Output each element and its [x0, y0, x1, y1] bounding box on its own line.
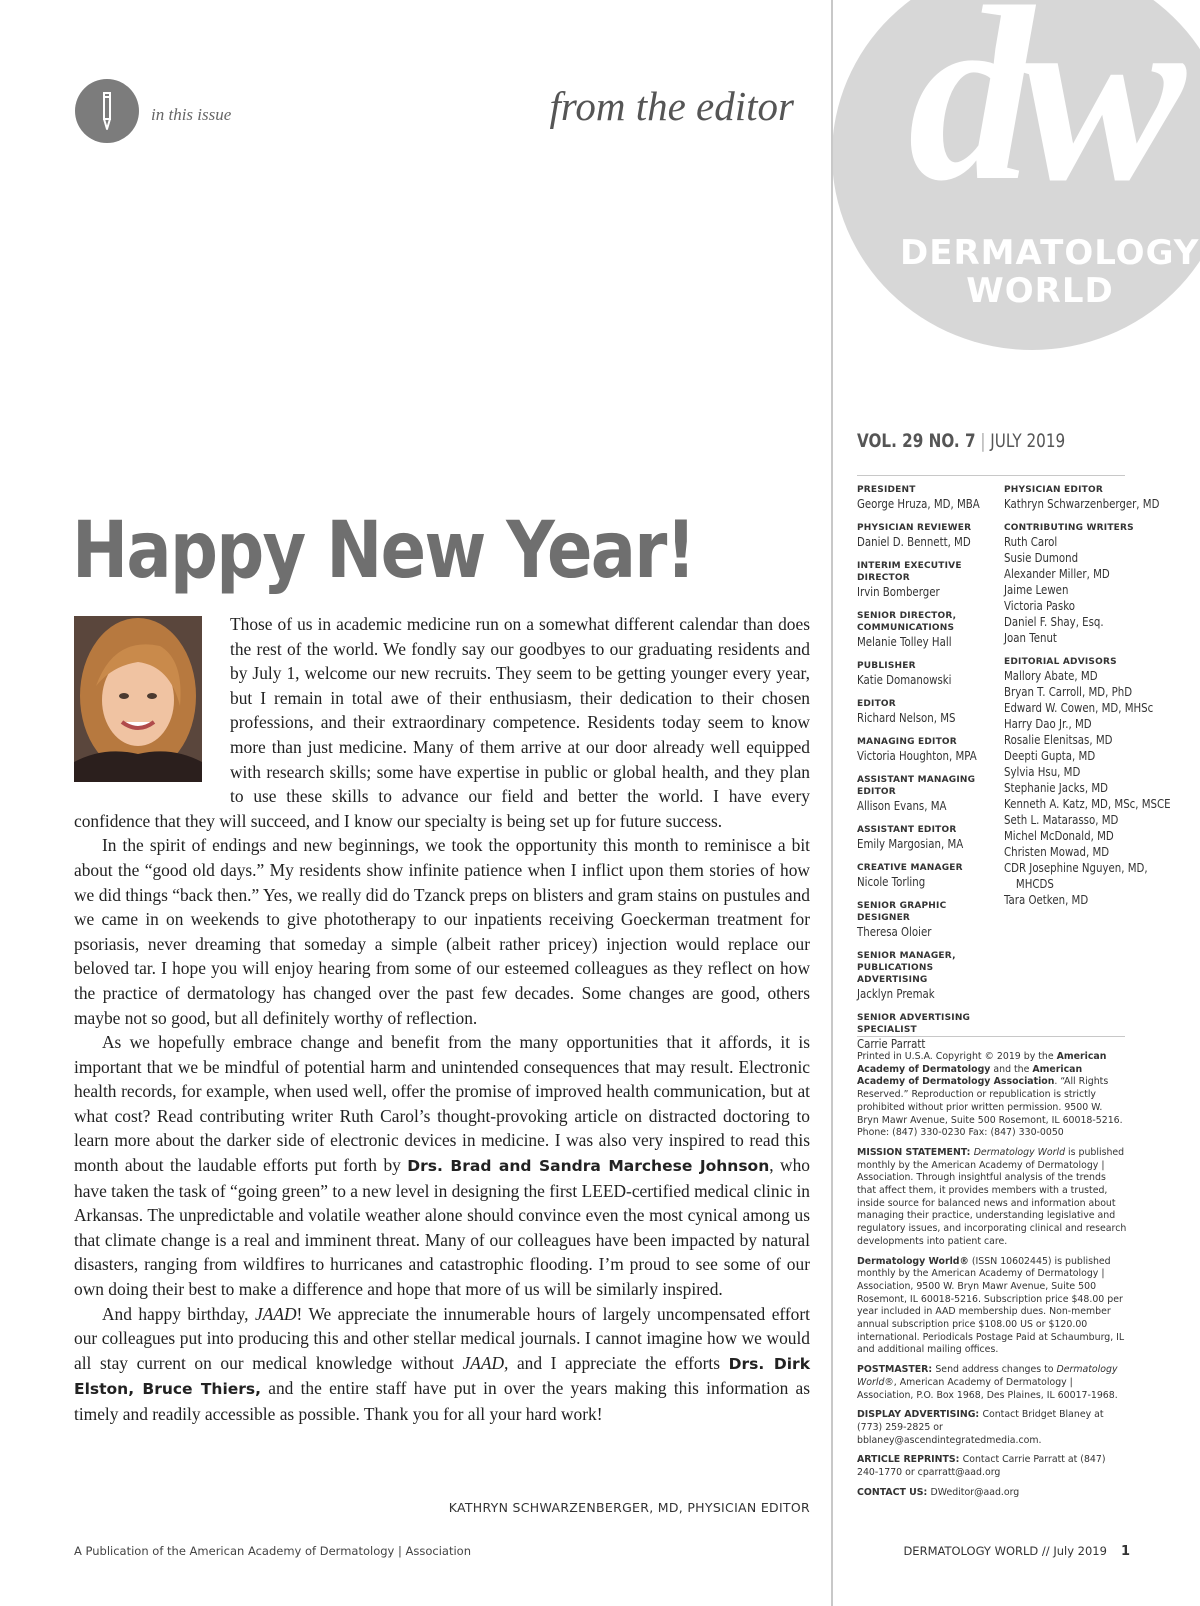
masthead-name: Joan Tenut [1004, 631, 1057, 645]
masthead-name: CDR Josephine Nguyen, MD, [1004, 861, 1148, 875]
masthead-role: SENIOR MANAGER, PUBLICATIONS ADVERTISING [857, 951, 956, 985]
emphasis-text: Drs. Dirk Elston, Bruce Thiers, [74, 1354, 811, 1399]
masthead-role: PHYSICIAN EDITOR [1004, 485, 1103, 495]
text-run: Printed in U.S.A. Copyright © 2019 by the [857, 1051, 1057, 1062]
masthead-entry [1004, 484, 1160, 512]
editor-signature: KATHRYN SCHWARZENBERGER, MD, PHYSICIAN EDITOR [448, 1500, 810, 1515]
text-run: and I appreciate the efforts [508, 1352, 729, 1373]
text-run: , who have taken the task of “going green” to a new level in designing the first LEED-certified medical clinic in Arkansas. The unpredictable and volatile weather alone should convince even the most cynical among us that climate change is a real and imminent threat. Many of our colleagues have been impacted by natural disasters, ranging from wildfires to hurricanes and catastrophic flooding. I’m proud to see some of our own doing their best to make a difference and hope that more of us will be similarly inspired. [74, 1155, 810, 1300]
masthead-name: Victoria Houghton, MPA [857, 749, 977, 763]
legal-paragraph [857, 1487, 1127, 1500]
masthead-entry [1004, 656, 1171, 908]
masthead-name: Nicole Torling [857, 875, 926, 889]
divider-rule [857, 475, 1125, 476]
masthead-name: Carrie Parratt [857, 1037, 926, 1051]
issue-date: JULY 2019 [990, 430, 1066, 452]
logo-name-line1: DERMATOLOGY [900, 233, 1200, 273]
logo-name [900, 233, 1200, 311]
paragraph [74, 1302, 810, 1427]
masthead-role: INTERIM EXECUTIVE DIRECTOR [857, 561, 962, 583]
masthead-name: Richard Nelson, MS [857, 711, 956, 725]
legal-info [857, 1051, 1127, 1507]
volume-separator: | [980, 430, 986, 452]
text-run: , American Academy of Dermatology | Association, P.O. Box 1968, Des Plaines, IL 60017-1968. [857, 1376, 1118, 1401]
masthead-name: Daniel D. Bennett, MD [857, 535, 971, 549]
legal-paragraph [857, 1454, 1127, 1479]
page-number: 1 [1120, 1544, 1130, 1559]
emphasis-text: Dermatology World® [857, 1255, 969, 1267]
text-run: Contact Bridget Blaney at (773) 259-2825 or bblaney@ascendintegratedmedia.com. [857, 1409, 1104, 1446]
legal-paragraph [857, 1409, 1127, 1447]
masthead-role: SENIOR ADVERTISING SPECIALIST [857, 1013, 971, 1035]
in-this-issue-link[interactable]: in this issue [151, 105, 232, 124]
masthead-entry [857, 560, 997, 600]
legal-paragraph [857, 1147, 1127, 1249]
emphasis-text: POSTMASTER: [857, 1364, 936, 1376]
masthead-entry [1004, 522, 1139, 646]
masthead-name: Jacklyn Premak [857, 987, 935, 1001]
masthead-name: Ruth Carol [1004, 535, 1058, 549]
masthead-role: ASSISTANT EDITOR [857, 825, 957, 835]
masthead-name: Harry Dao Jr., MD [1004, 717, 1092, 731]
text-run: Those of us in academic medicine run on a somewhat different calendar than does the rest of the world. We fondly say our goodbyes to our graduating residents and by July 1, welcome our new recruits. They seem to be getting younger every year, but I remain in total awe of their enthusiasm, their dedication to their chosen professions, and their extraordinary competence. Residents today seem to know more than just medicine. Many of them arrive at our door already well equipped with research skills; some have expertise in public or global health, and they plan to use these skills to advance our field and better the world. I have every confidence that they will succeed, and I know our specialty is being set up for future success. [74, 614, 810, 831]
masthead-name: Victoria Pasko [1004, 599, 1076, 613]
masthead-name: Edward W. Cowen, MD, MHSc [1004, 701, 1154, 715]
text-run: and the [990, 1063, 1033, 1075]
text-run: ! We appreciate the innumerable hours of largely uncompensated effort our colleagues put into producing this and other stellar medical journals. I cannot imagine how we would all stay current on our medical knowledge without [74, 1303, 810, 1373]
masthead-entry [857, 660, 997, 688]
legal-paragraph [857, 1256, 1127, 1358]
masthead-role: PUBLISHER [857, 661, 916, 671]
logo-mark: dw [908, 0, 1172, 233]
masthead-entry [857, 484, 997, 512]
masthead-name: Katie Domanowski [857, 673, 952, 687]
masthead-name: Allison Evans, MA [857, 799, 947, 813]
paragraph [74, 1030, 810, 1302]
masthead-role: MANAGING EDITOR [857, 737, 957, 747]
masthead-entry [857, 950, 997, 1002]
masthead-role: SENIOR DIRECTOR, COMMUNICATIONS [857, 611, 957, 633]
masthead-entry [857, 522, 997, 550]
column-divider [831, 0, 833, 1606]
text-run: As we hopefully embrace change and benefit from the many opportunities that it affords, it is important that we be mindful of potential harm and unintended consequences that may result. Electronic health records, for example, when used well, offer the promise of improved health communication, but at what cost? Read contributing writer Ruth Carol’s thought-provoking article on distracted doctoring to learn more about the darker side of electronic devices in medicine. I was also very inspired to read this month about the laudable efforts put forth by [74, 1032, 810, 1176]
masthead-name: Bryan T. Carroll, MD, PhD [1004, 685, 1133, 699]
masthead-left [857, 484, 997, 1062]
masthead-name: Rosalie Elenitsas, MD [1004, 733, 1113, 747]
footer-publication: A Publication of the American Academy of Dermatology | Association [74, 1544, 472, 1558]
masthead-name: Kenneth A. Katz, MD, MSc, MSCE [1004, 797, 1171, 811]
masthead-name: Theresa Oloier [857, 925, 932, 939]
masthead-entry [857, 774, 997, 814]
section-title: from the editor [549, 83, 794, 129]
volume-number: VOL. 29 NO. 7 [857, 430, 976, 452]
text-run: Contact Carrie Parratt at (847) 240-1770 or cparratt@aad.org [857, 1454, 1106, 1479]
masthead-entry [857, 698, 997, 726]
masthead-name: Emily Margosian, MA [857, 837, 964, 851]
emphasis-text: JAAD, [462, 1352, 509, 1373]
emphasis-text: American Academy of Dermatology [857, 1051, 1107, 1075]
masthead-name: MHCDS [1015, 877, 1054, 891]
text-run: Send address changes to [935, 1364, 1057, 1376]
masthead-name: Mallory Abate, MD [1004, 669, 1098, 683]
masthead-entry [857, 736, 997, 764]
paragraph [74, 833, 810, 1030]
text-run: . “All Rights Reserved.” Reproduction or republication is strictly prohibited without prior written permission. 9500 W. Bryn Mawr Avenue, Suite 500 Rosemont, IL 60018-5216. Phone: (847) 330-0230 Fax: (847) 330-0050 [857, 1076, 1123, 1139]
emphasis-text: Dermatology World® [857, 1364, 1118, 1388]
masthead-name: Deepti Gupta, MD [1004, 749, 1096, 763]
masthead-name: Christen Mowad, MD [1004, 845, 1110, 859]
masthead-role: CREATIVE MANAGER [857, 863, 963, 873]
emphasis-text: American Academy of Dermatology Association [857, 1063, 1083, 1088]
legal-paragraph [857, 1364, 1127, 1402]
masthead-role: PHYSICIAN REVIEWER [857, 523, 972, 533]
text-run: In the spirit of endings and new beginnings, we took the opportunity this month to reminisce a bit about the “good old days.” My residents show infinite patience when I inflict upon them stories of how we did things “back then.” Yes, we really did do Tzanck preps on blisters and gram stains on pustules and we came in on weekends to give phototherapy to our inpatients receiving Goeckerman treatment for psoriasis, never dreaming that someday a simple (albeit rather pricey) injection would replace our beloved tar. I hope you will enjoy hearing from some of our esteemed colleagues as they reflect on how the practice of dermatology has changed over the past few decades. Some changes are good, others maybe not so good, but all definitely worthy of reflection. [74, 835, 810, 1028]
pencil-icon[interactable] [75, 79, 139, 143]
masthead-entry [857, 1012, 997, 1052]
emphasis-text: CONTACT US: [857, 1486, 931, 1498]
legal-paragraph [857, 1051, 1127, 1140]
masthead-right [1004, 484, 1171, 918]
masthead-role: PRESIDENT [857, 485, 916, 495]
masthead-role: CONTRIBUTING WRITERS [1004, 523, 1134, 533]
masthead-role: EDITOR [857, 699, 896, 709]
masthead-name: Susie Dumond [1004, 551, 1079, 565]
masthead-name: Tara Oetken, MD [1004, 893, 1089, 907]
masthead-role: ASSISTANT MANAGING EDITOR [857, 775, 976, 797]
masthead-name: Kathryn Schwarzenberger, MD [1004, 497, 1160, 511]
masthead-name: Melanie Tolley Hall [857, 635, 952, 649]
emphasis-text: Drs. Brad and Sandra Marchese Johnson [407, 1157, 770, 1176]
masthead-entry [857, 824, 997, 852]
masthead-name: Sylvia Hsu, MD [1004, 765, 1081, 779]
text-run: DWeditor@aad.org [930, 1486, 1020, 1498]
masthead-entry [857, 900, 997, 940]
masthead-role: EDITORIAL ADVISORS [1004, 657, 1117, 667]
masthead-name: Seth L. Matarasso, MD [1004, 813, 1119, 827]
masthead-entry [857, 862, 997, 890]
emphasis-text: MISSION STATEMENT: [857, 1146, 974, 1158]
masthead-name: George Hruza, MD, MBA [857, 497, 980, 511]
emphasis-text: DISPLAY ADVERTISING: [857, 1409, 983, 1421]
footer-right [900, 1544, 1130, 1559]
issue-volume [857, 430, 1065, 452]
masthead-name: Michel McDonald, MD [1004, 829, 1114, 843]
emphasis-text: JAAD [254, 1303, 297, 1324]
text-run: And happy birthday, [102, 1303, 255, 1324]
masthead-name: Jaime Lewen [1004, 583, 1069, 597]
text-run: and the entire staff have put in over the years making this information as timely and readily accessible as possible. Thank you for all your hard work! [74, 1378, 810, 1424]
masthead-name: Alexander Miller, MD [1004, 567, 1110, 581]
masthead-entry [857, 610, 997, 650]
text-run: is published monthly by the American Academy of Dermatology | Association. Through insightful analysis of the trends that affect them, it provides members with a trusted, inside source for balanced news and information about managing their practice, understanding legislative and regulatory issues, and incorporating clinical and research developments into patient care. [857, 1146, 1127, 1247]
emphasis-text: Dermatology World [973, 1146, 1066, 1158]
masthead-name: Irvin Bomberger [857, 585, 940, 599]
masthead-role: SENIOR GRAPHIC DESIGNER [857, 901, 947, 923]
photo-spacer [74, 612, 230, 808]
footer-magazine-date: DERMATOLOGY WORLD // July 2019 [903, 1544, 1107, 1558]
article-body [74, 612, 810, 1427]
masthead-name: Daniel F. Shay, Esq. [1004, 615, 1104, 629]
logo-name-line2: WORLD [966, 271, 1114, 311]
article-title: Happy New Year! [72, 506, 695, 596]
divider-rule [857, 1036, 1125, 1037]
text-run: (ISSN 10602445) is published monthly by the American Academy of Dermatology | Association, 9500 W. Bryn Mawr Avenue, Suite 500 Rosemont, IL 60018-5216. Subscription price $48.00 per year included in AAD membership dues. Non-member annual subscription price $108.00 US or $120.00 international. Periodicals Postage Paid at Schaumburg, IL and additional mailing offices. [857, 1255, 1125, 1356]
masthead-name: Stephanie Jacks, MD [1004, 781, 1108, 795]
emphasis-text: ARTICLE REPRINTS: [857, 1454, 963, 1466]
